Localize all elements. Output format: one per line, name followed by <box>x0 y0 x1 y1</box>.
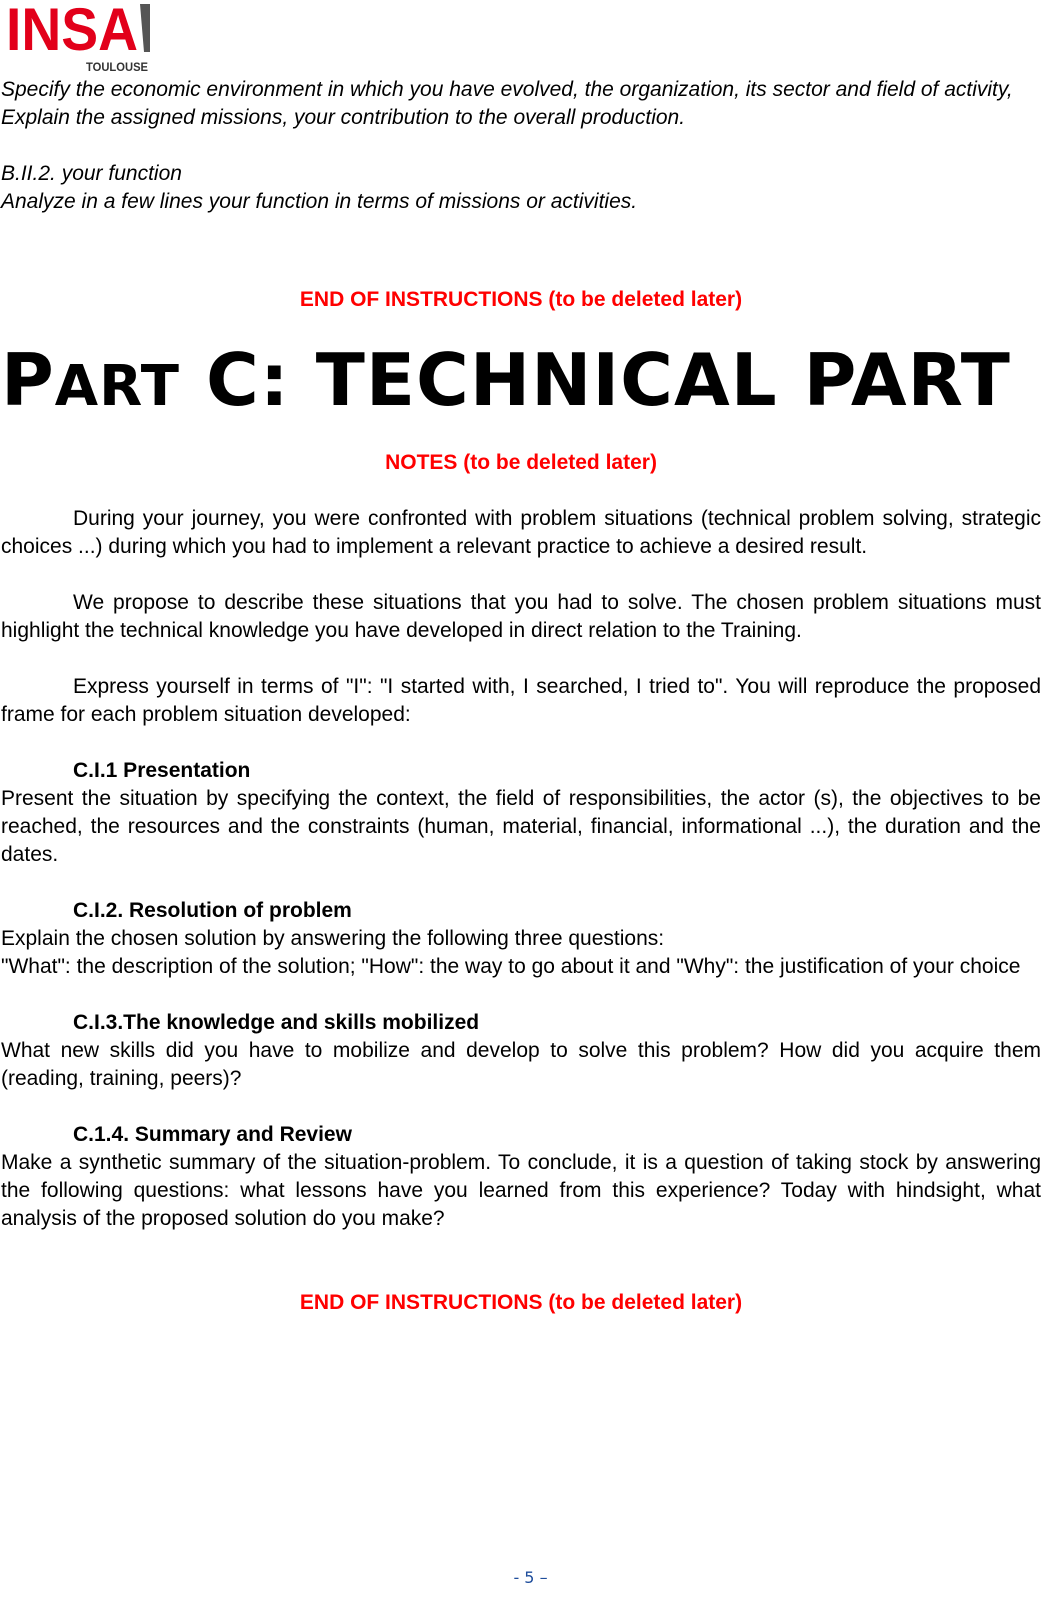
section-body-c-1-4: Make a synthetic summary of the situation-problem. To conclude, it is a question of taking stock by answering the following questions: what lessons have you learned from this experience? Today with hindsight, what analysis of the proposed solution do you make? <box>1 1151 1041 1230</box>
paragraph-propose: We propose to describe these situations that you had to solve. The chosen problem situations must highlight the technical knowledge you have developed in direct relation to the Training. <box>1 591 1041 642</box>
section-label-b-ii-2: B.II.2. your function <box>1 162 182 185</box>
end-of-instructions-1: END OF INSTRUCTIONS (to be deleted later) <box>299 288 743 311</box>
section-body2-c-i-2: "What": the description of the solution; "How": the way to go about it and "Why": the justification of your choice <box>1 955 1021 978</box>
section-body-c-i-2: Explain the chosen solution by answering the following three questions: <box>1 927 665 950</box>
paragraph-journey: During your journey, you were confronted with problem situations (technical problem solving, strategic choices ...) during which you had to implement a relevant practice to achieve a desired result. <box>1 507 1041 558</box>
notes-heading: NOTES (to be deleted later) <box>385 451 657 474</box>
section-heading-c-i-3: C.I.3.The knowledge and skills mobilized <box>73 1011 480 1034</box>
paragraph-express: Express yourself in terms of "I": "I started with, I searched, I tried to". You will reproduce the proposed frame for each problem situation developed: <box>1 675 1041 726</box>
part-title-rest: C: TECHNICAL PART <box>179 338 1011 422</box>
intro-line-1: Specify the economic environment in which you have evolved, the organization, its sector and field of activity, <box>1 78 1013 101</box>
part-title-art: ART <box>54 354 180 419</box>
section-heading-c-i-2: C.I.2. Resolution of problem <box>73 899 352 922</box>
section-heading-c-i-1: C.I.1 Presentation <box>73 759 251 782</box>
section-body-c-i-3: What new skills did you have to mobilize and develop to solve this problem? How did you acquire them (reading, training, peers)? <box>1 1039 1041 1090</box>
page-number: - 5 – <box>513 1568 548 1587</box>
section-heading-c-1-4: C.1.4. Summary and Review <box>73 1123 352 1146</box>
section-body-c-i-1: Present the situation by specifying the context, the field of responsibilities, the actor (s), the objectives to be reached, the resources and the constraints (human, material, financial, informational ...), the duration and the dates. <box>1 787 1041 866</box>
intro-line-2: Explain the assigned missions, your contribution to the overall production. <box>1 106 686 129</box>
svg-text:TOULOUSE: TOULOUSE <box>86 60 148 74</box>
document-body <box>1 76 1041 1317</box>
part-title-p: P <box>1 338 55 422</box>
insa-toulouse-logo <box>6 0 150 74</box>
section-text-b-ii-2: Analyze in a few lines your function in terms of missions or activities. <box>1 190 638 213</box>
svg-text:INSA: INSA <box>6 0 138 63</box>
part-c-title <box>1 340 1041 427</box>
end-of-instructions-2: END OF INSTRUCTIONS (to be deleted later) <box>299 1291 743 1314</box>
